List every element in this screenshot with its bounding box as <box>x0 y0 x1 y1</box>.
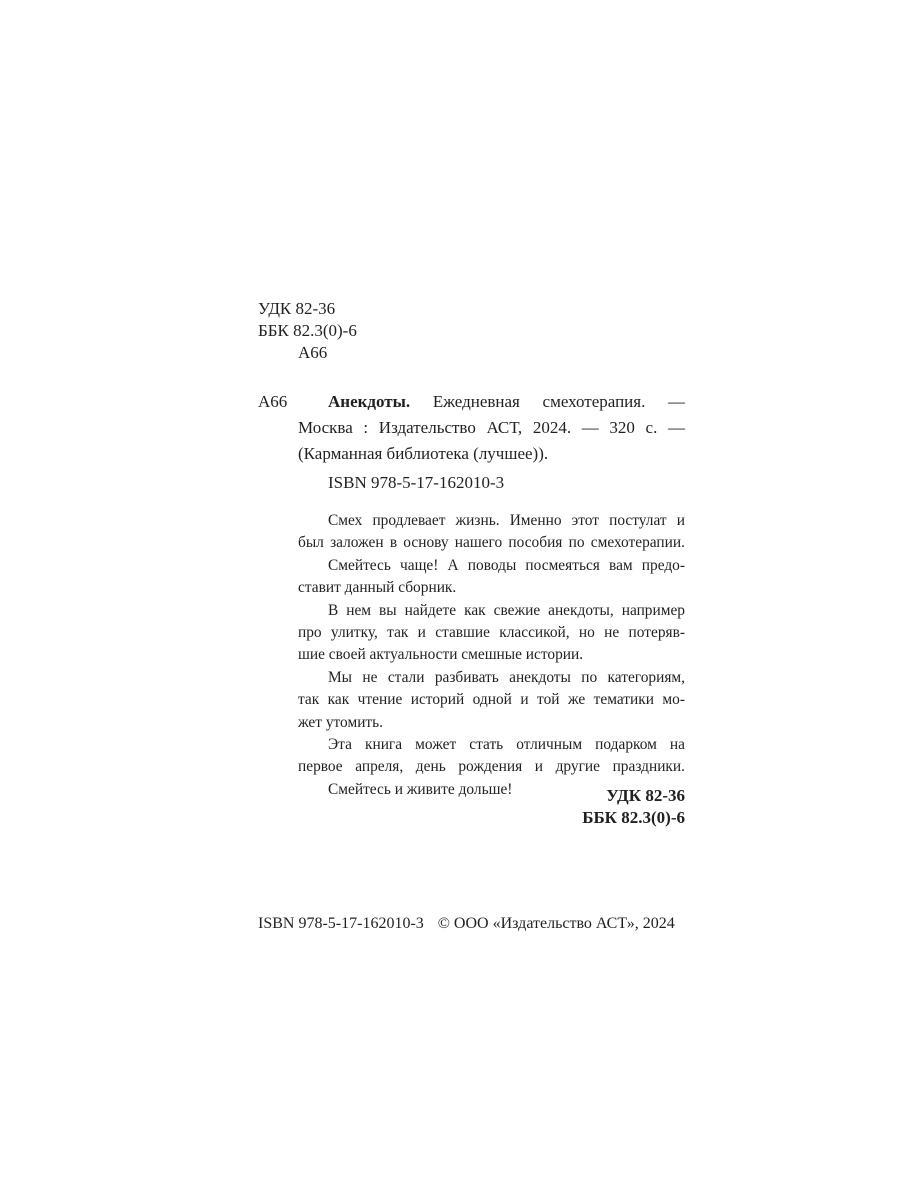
author-mark: А66 <box>298 343 328 362</box>
copyright: © ООО «Издательство АСТ», 2024 <box>437 915 675 932</box>
entry-line-1 <box>328 389 685 415</box>
annotation-line: так как чтение историй одной и той же тематики мо- <box>298 691 685 709</box>
entry-isbn: ISBN 978-5-17-162010-3 <box>328 473 505 492</box>
entry-author-mark: А66 <box>258 392 288 411</box>
annotation-line: Смейтесь чаще! А поводы посмеяться вам предо- <box>328 556 685 574</box>
udk-code-bold: УДК 82-36 <box>606 786 685 805</box>
annotation-line: Смех продлевает жизнь. Именно этот постулат и <box>328 512 685 529</box>
annotation-line: ставит данный сборник. <box>298 579 457 597</box>
udk-code: УДК 82-36 <box>258 299 336 318</box>
bbk-code: ББК 82.3(0)-6 <box>258 321 357 340</box>
annotation-line: Смейтесь и живите дольше! <box>328 780 513 798</box>
book-title: Анекдоты. <box>328 392 411 411</box>
annotation-line: Мы не стали разбивать анекдоты по категориям, <box>328 668 685 686</box>
annotation <box>298 510 685 801</box>
entry-line-3: (Карманная библиотека (лучшее)). <box>298 444 549 463</box>
annotation-line: первое апреля, день рождения и другие праздники. <box>298 758 685 776</box>
footer <box>258 914 689 934</box>
footer-isbn: ISBN 978-5-17-162010-3 <box>258 915 424 932</box>
annotation-line: Эта книга может стать отличным подарком на <box>328 736 685 754</box>
annotation-line: про улитку, так и ставшие классикой, но не потеряв- <box>298 624 685 642</box>
annotation-line: был заложен в основу нашего пособия по смехотерапии. <box>298 534 685 552</box>
bbk-code-bold: ББК 82.3(0)-6 <box>582 808 685 827</box>
annotation-line: шие своей актуальности смешные истории. <box>298 646 584 664</box>
book-subtitle: Ежедневная смехотерапия. — <box>432 392 685 411</box>
annotation-line: В нем вы найдете как свежие анекдоты, например <box>328 601 685 619</box>
annotation-line: жет утомить. <box>298 713 384 731</box>
entry-line-2: Москва : Издательство АСТ, 2024. — 320 с. — <box>298 418 685 437</box>
